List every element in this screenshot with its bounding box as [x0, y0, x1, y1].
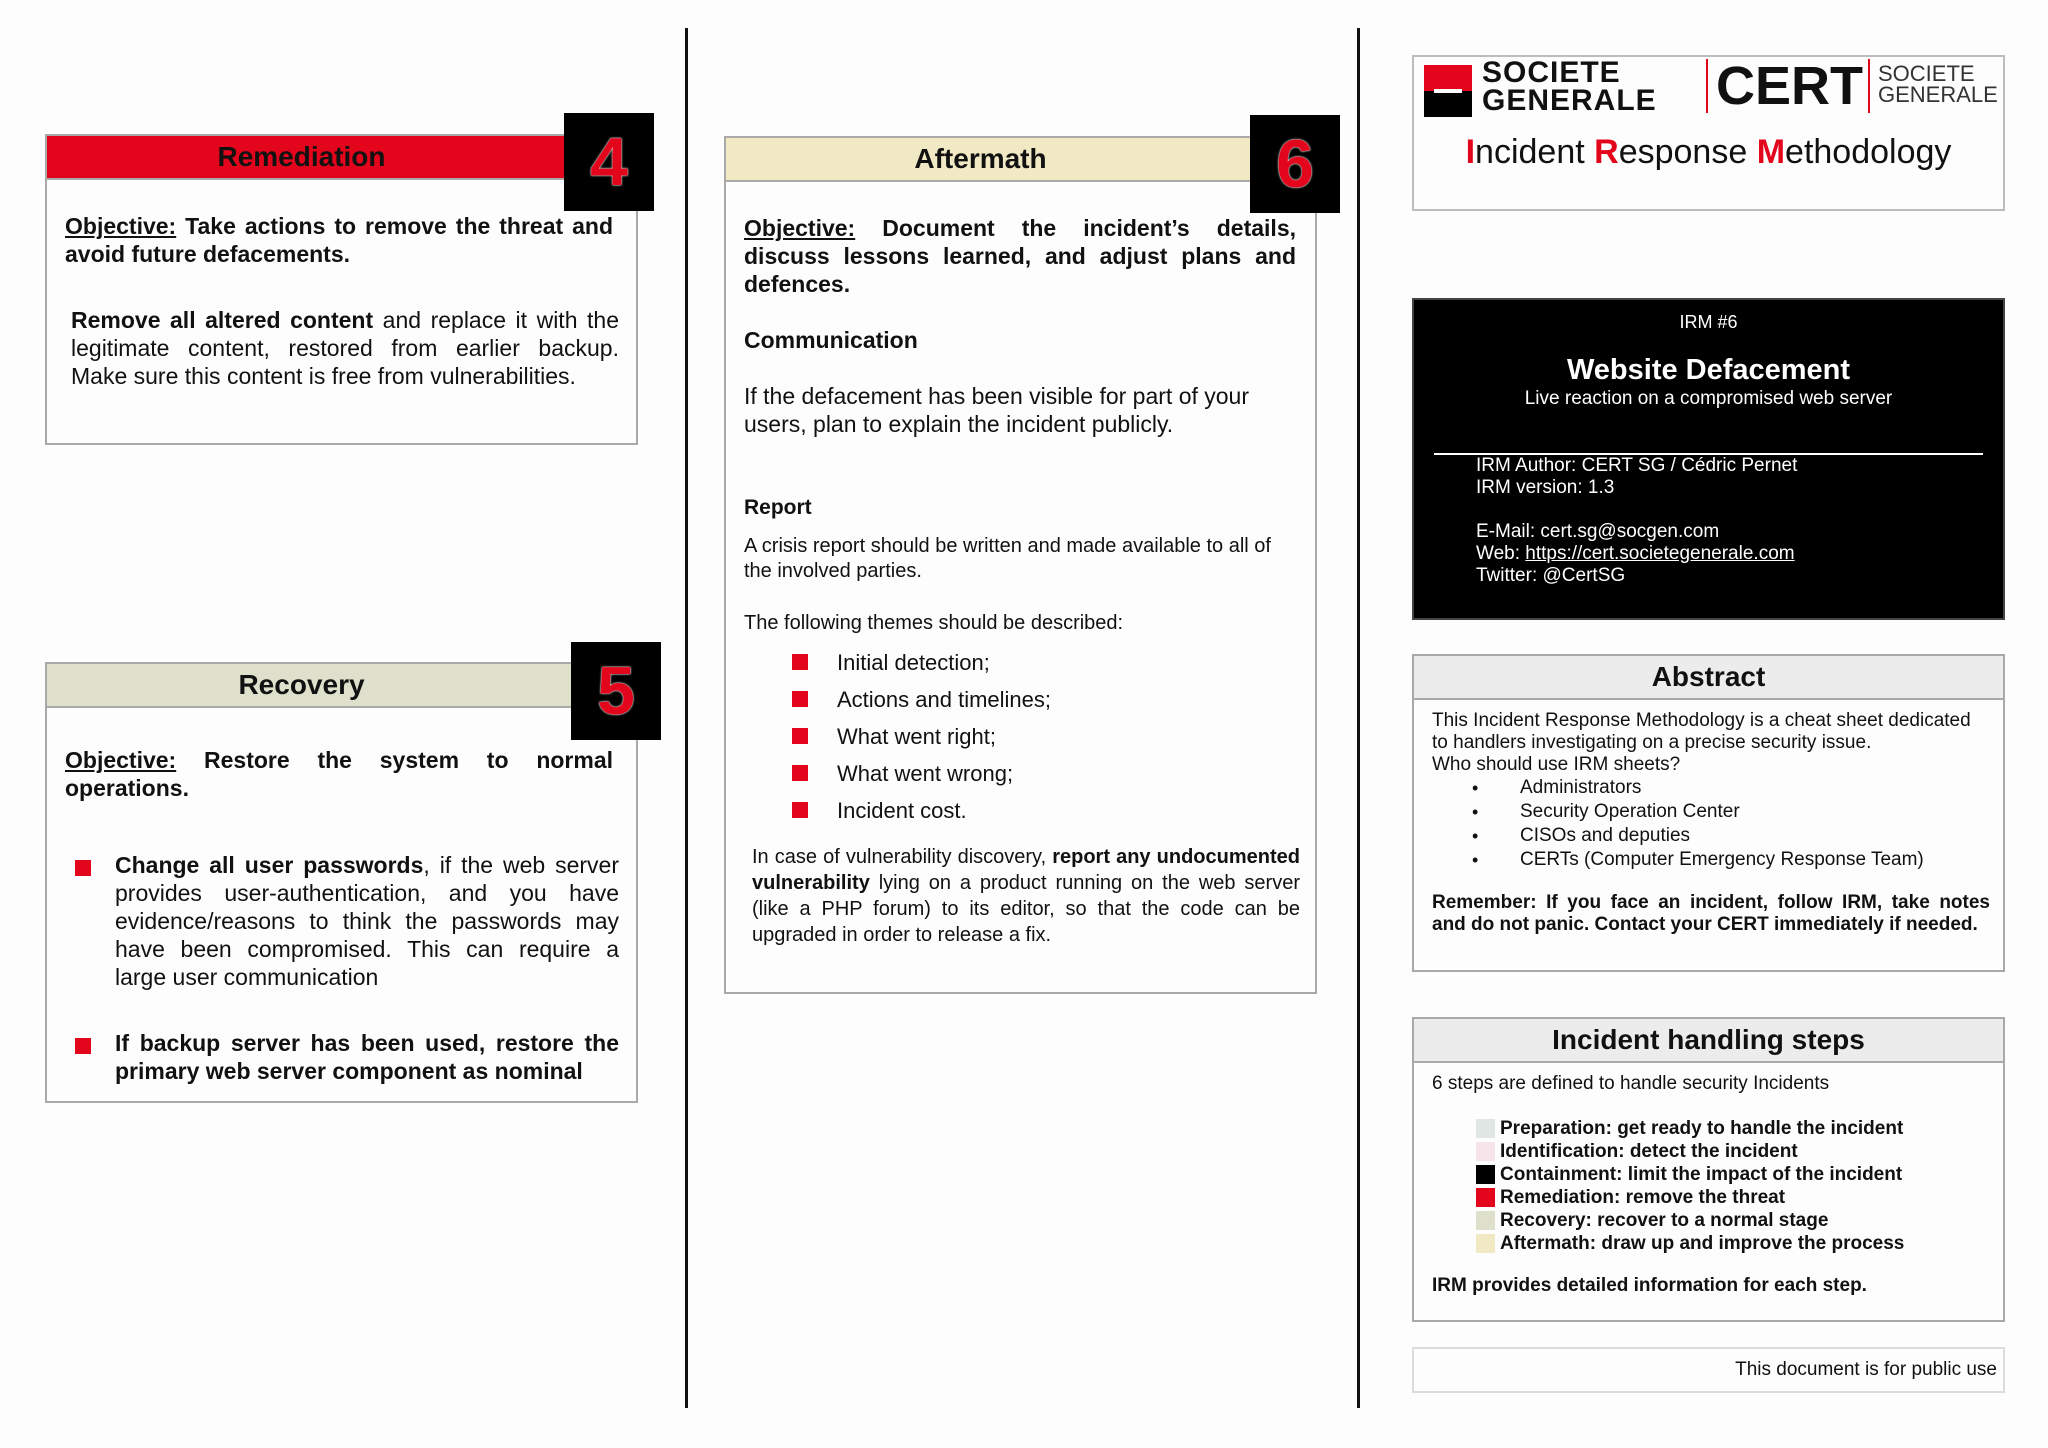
- recovery-section: [45, 662, 638, 1103]
- bullet-square: [792, 728, 808, 744]
- step-color-swatch: [1476, 1234, 1495, 1253]
- themes-list: [792, 644, 1272, 829]
- column-divider-right: [1357, 28, 1360, 1408]
- step-number-5: 5: [571, 642, 661, 740]
- recovery-header: [47, 664, 636, 708]
- irm-web: [1476, 543, 1797, 565]
- sg-wordmark: [1482, 56, 1657, 117]
- remediation-title: Remediation: [217, 141, 386, 172]
- step-color-swatch: [1476, 1119, 1495, 1138]
- step-color-swatch: [1476, 1188, 1495, 1207]
- remediation-paragraph: [71, 306, 619, 390]
- recovery-bullet-1: [115, 851, 619, 991]
- steps-footer: IRM provides detailed information for each step.: [1432, 1275, 1867, 1296]
- cert-divider-2: [1868, 59, 1870, 113]
- objective-label: Objective:: [65, 747, 177, 773]
- steps-header: Incident handling steps: [1414, 1019, 2003, 1063]
- aftermath-objective: [744, 214, 1296, 298]
- step-row: [1476, 1209, 1904, 1232]
- sg-line-2: GENERALE: [1482, 84, 1657, 117]
- remediation-section: [45, 134, 638, 445]
- theme-label: What went right;: [837, 724, 996, 749]
- vulnerability-post: lying on a product running on the web server (like a PHP forum) to its editor, so that the code can be upgraded in order to release a fix.: [752, 872, 1300, 946]
- step-row: [1476, 1117, 1904, 1140]
- irm-web-link[interactable]: https://cert.societegenerale.com: [1525, 543, 1795, 564]
- methodology-title: [1414, 133, 2003, 172]
- recovery-bullet-1-bold: Change all user passwords: [115, 852, 424, 878]
- public-notice-text: This document is for public use: [1735, 1359, 1997, 1380]
- bullet-square: [75, 860, 91, 876]
- communication-text: If the defacement has been visible for part of your users, plan to explain the incident publicly.: [744, 383, 1250, 437]
- step-number-6: 6: [1250, 115, 1340, 213]
- methodology-word: ethodology: [1785, 133, 1952, 171]
- step-number-4: 4: [564, 113, 654, 211]
- steps-section: [1412, 1017, 2005, 1322]
- recovery-bullet-2-text: If backup server has been used, restore the primary web server component as nominal: [115, 1030, 619, 1084]
- irm-twitter: Twitter: @CertSG: [1476, 565, 1626, 586]
- step-row: [1476, 1232, 1904, 1255]
- recovery-title: Recovery: [238, 669, 365, 700]
- recovery-bullet-1-text: , if the web server provides user-authentication, and you have evidence/reasons to think the passwords may have been compromised. This can require a large user communication: [115, 852, 619, 990]
- cert-subtitle-2: GENERALE: [1878, 82, 1998, 107]
- irm-email: E-Mail: cert.sg@socgen.com: [1476, 521, 1720, 542]
- abstract-body: [1432, 710, 1990, 936]
- step-label: Aftermath: draw up and improve the process: [1500, 1233, 1905, 1254]
- irm-details: [1476, 455, 1797, 587]
- aftermath-section: [724, 136, 1317, 994]
- bullet-square: [792, 765, 808, 781]
- bullet-square: [792, 802, 808, 818]
- methodology-capital: M: [1756, 133, 1786, 171]
- abstract-question: Who should use IRM sheets?: [1432, 754, 1681, 775]
- column-divider-left: [685, 28, 688, 1408]
- abstract-header: Abstract: [1414, 656, 2003, 700]
- step-label: Containment: limit the impact of the incident: [1500, 1164, 1903, 1185]
- irm-id: IRM #6: [1679, 312, 1738, 332]
- methodology-capital: R: [1594, 133, 1619, 171]
- theme-item: [792, 792, 1272, 829]
- report-heading: Report: [744, 496, 812, 519]
- abstract-remember: Remember: If you face an incident, follow IRM, take notes and do not panic. Contact your CERT immediately if needed.: [1432, 892, 1990, 935]
- objective-text: Restore the system to normal operations.: [65, 747, 613, 801]
- remediation-text: and replace it with the legitimate content, restored from earlier backup. Make sure this content is free from vulnerabilities.: [71, 307, 619, 389]
- report-text: A crisis report should be written and made available to all of the involved parties.: [744, 535, 1271, 582]
- recovery-objective: [65, 746, 613, 802]
- theme-label: Actions and timelines;: [837, 687, 1051, 712]
- steps-list: [1476, 1117, 1904, 1255]
- step-row: [1476, 1163, 1904, 1186]
- remediation-header: [47, 136, 636, 180]
- communication-heading: Communication: [744, 327, 918, 353]
- aftermath-header: [726, 138, 1315, 182]
- abstract-intro: This Incident Response Methodology is a cheat sheet dedicated to handlers investigating on a precise security issue.: [1432, 710, 1971, 753]
- objective-text: Take actions to remove the threat and avoid future defacements.: [65, 213, 613, 267]
- bullet-square: [792, 654, 808, 670]
- vulnerability-pre: In case of vulnerability discovery,: [752, 846, 1053, 868]
- remediation-objective: [65, 212, 613, 268]
- audience-item: • CISOs and deputies: [1432, 824, 1990, 848]
- theme-item: [792, 718, 1272, 755]
- sg-line-1: SOCIETE: [1482, 56, 1621, 89]
- methodology-capital: I: [1465, 133, 1476, 171]
- themes-intro: The following themes should be described:: [744, 612, 1124, 634]
- irm-info-box: [1412, 298, 2005, 620]
- theme-item: [792, 681, 1272, 718]
- theme-label: Incident cost.: [837, 798, 967, 823]
- step-color-swatch: [1476, 1142, 1495, 1161]
- sg-logo-red: [1424, 65, 1472, 91]
- theme-label: What went wrong;: [837, 761, 1014, 786]
- aftermath-title: Aftermath: [914, 143, 1047, 174]
- methodology-word: esponse: [1618, 133, 1757, 171]
- theme-item: [792, 755, 1272, 792]
- cert-subtitle-1: SOCIETE: [1878, 61, 1975, 86]
- bullet-square: [75, 1038, 91, 1054]
- step-label: Identification: detect the incident: [1500, 1141, 1798, 1162]
- step-color-swatch: [1476, 1165, 1495, 1184]
- cert-wordmark: CERT: [1716, 56, 1863, 116]
- theme-label: Initial detection;: [837, 650, 990, 675]
- sg-logo-bar: [1434, 89, 1462, 93]
- theme-item: [792, 644, 1272, 681]
- objective-label: Objective:: [65, 213, 177, 239]
- methodology-word: ncident: [1475, 133, 1595, 171]
- step-row: [1476, 1186, 1904, 1209]
- remediation-bold: Remove all altered content: [71, 307, 374, 333]
- irm-author: IRM Author: CERT SG / Cédric Pernet: [1476, 455, 1798, 476]
- sg-logo-black: [1424, 91, 1472, 117]
- irm-subtitle: Live reaction on a compromised web server: [1524, 388, 1893, 409]
- cert-divider: [1706, 59, 1708, 113]
- audience-item: • Administrators: [1432, 776, 1990, 800]
- header-logo-box: [1412, 55, 2005, 211]
- public-notice-box: [1412, 1347, 2005, 1393]
- vulnerability-bold: report any undocumented vulnerability: [752, 846, 1300, 894]
- irm-web-label: Web:: [1476, 543, 1526, 564]
- step-label: Remediation: remove the threat: [1500, 1187, 1786, 1208]
- objective-text: Document the incident’s details, discuss lessons learned, and adjust plans and defences.: [744, 215, 1296, 297]
- abstract-section: [1412, 654, 2005, 972]
- audience-item: • Security Operation Center: [1432, 800, 1990, 824]
- abstract-audience-list: [1432, 776, 1990, 872]
- audience-item: • CERTs (Computer Emergency Response Team): [1432, 848, 1990, 872]
- step-row: [1476, 1140, 1904, 1163]
- step-label: Recovery: recover to a normal stage: [1500, 1210, 1829, 1231]
- irm-version: IRM version: 1.3: [1476, 477, 1615, 498]
- vulnerability-paragraph: [752, 844, 1300, 948]
- recovery-bullet-2: [115, 1029, 619, 1085]
- step-label: Preparation: get ready to handle the incident: [1500, 1118, 1904, 1139]
- cert-subtitle: [1878, 63, 1998, 105]
- irm-title: Website Defacement: [1566, 354, 1851, 386]
- steps-intro: 6 steps are defined to handle security Incidents: [1432, 1073, 1830, 1094]
- step-color-swatch: [1476, 1211, 1495, 1230]
- bullet-square: [792, 691, 808, 707]
- sg-logo: [1424, 65, 1472, 117]
- objective-label: Objective:: [744, 215, 856, 241]
